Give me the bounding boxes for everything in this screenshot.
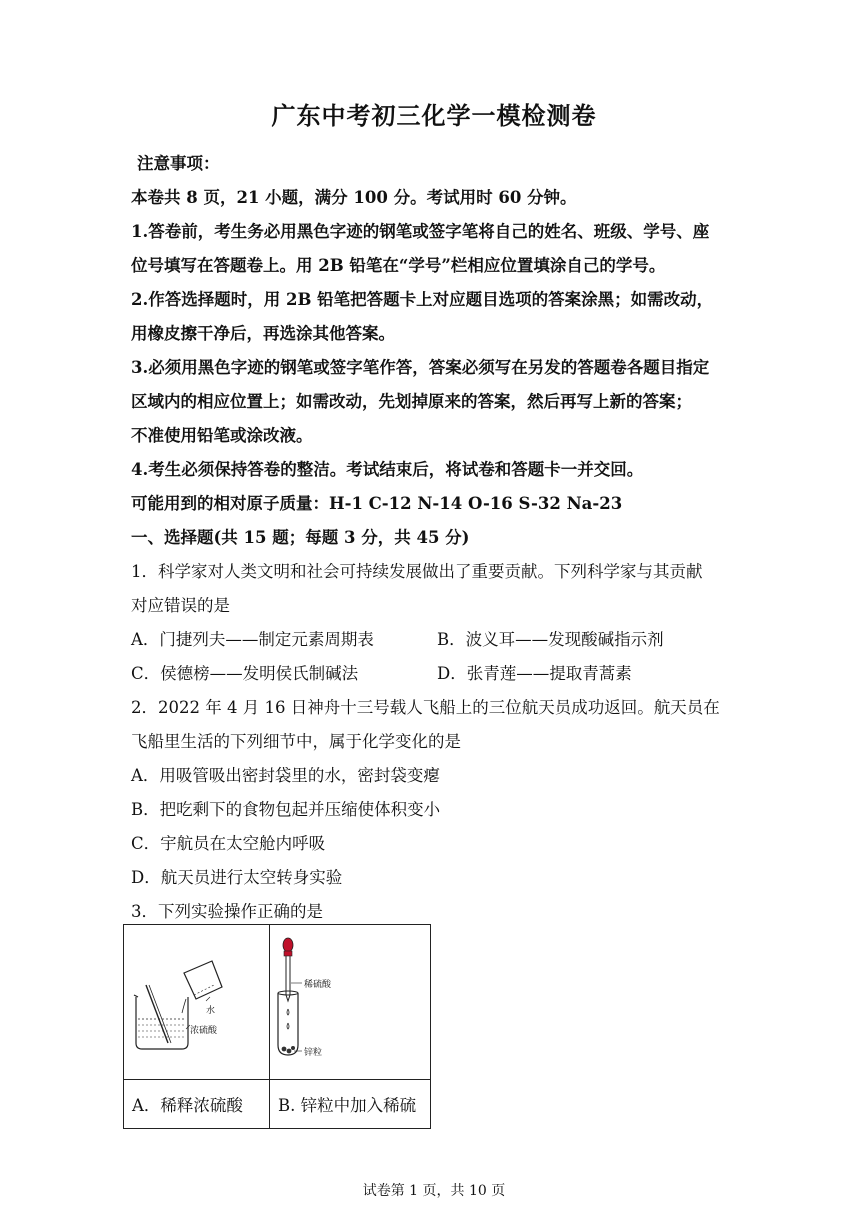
- q3-image-b: [270, 925, 431, 1080]
- q3-options-table: [123, 924, 431, 1129]
- label-water: 水: [206, 1006, 216, 1016]
- q2-stem-line-2: 飞船里生活的下列细节中，属于化学变化的是: [131, 732, 461, 751]
- q1-option-a: A．门捷列夫——制定元素周期表: [131, 630, 374, 649]
- q2-option-c: C．宇航员在太空舱内呼吸: [131, 834, 326, 853]
- q3-stem: 3．下列实验操作正确的是: [131, 902, 323, 921]
- q3-image-a: [124, 925, 270, 1080]
- notice-item-1-line-1: 1.答卷前，考生务必用黑色字迹的钢笔或签字笔将自己的姓名、班级、学号、座: [131, 222, 710, 241]
- q3-option-b: B. 锌粒中加入稀硫: [270, 1080, 431, 1129]
- label-dilute-sulfuric-acid: 稀硫酸: [304, 980, 332, 990]
- q1-stem-line-1: 1．科学家对人类文明和社会可持续发展做出了重要贡献。下列科学家与其贡献: [131, 562, 703, 581]
- q1-stem-line-2: 对应错误的是: [131, 596, 230, 615]
- label-zinc-granules: 锌粒: [304, 1048, 323, 1058]
- notice-item-2-line-2: 用橡皮擦干净后，再选涂其他答案。: [131, 324, 395, 343]
- q1-option-d: D．张青莲——提取青蒿素: [437, 664, 632, 683]
- notice-item-1-line-2: 位号填写在答题卷上。用 2B 铅笔在“学号”栏相应位置填涂自己的学号。: [131, 256, 666, 275]
- section-1-heading: 一、选择题(共 15 题；每题 3 分，共 45 分): [131, 528, 470, 547]
- label-conc-sulfuric-acid: 浓硫酸: [190, 1026, 218, 1036]
- q2-option-d: D．航天员进行太空转身实验: [131, 868, 343, 887]
- notice-item-3-line-1: 3.必须用黑色字迹的钢笔或签字笔作答，答案必须写在另发的答题卷各题目指定: [131, 358, 710, 377]
- dilution-diagram: [124, 925, 269, 1075]
- notice-heading: 注意事项：: [137, 154, 220, 173]
- notice-item-3-line-2: 区域内的相应位置上；如需改动，先划掉原来的答案，然后再写上新的答案；: [131, 392, 692, 411]
- q3-option-a: A．稀释浓硫酸: [124, 1080, 270, 1129]
- notice-item-2-line-1: 2.作答选择题时，用 2B 铅笔把答题卡上对应题目选项的答案涂黑；如需改动，: [131, 290, 714, 309]
- q2-option-b: B．把吃剩下的食物包起并压缩使体积变小: [131, 800, 441, 819]
- notice-item-4: 4.考生必须保持答卷的整洁。考试结束后，将试卷和答题卡一并交回。: [131, 460, 644, 479]
- notice-item-3-line-3: 不准使用铅笔或涂改液。: [131, 426, 313, 445]
- dropper-test-tube-diagram: [270, 925, 430, 1075]
- page-footer: 试卷第 1 页，共 10 页: [362, 1183, 506, 1199]
- exam-title: 广东中考初三化学一模检测卷: [271, 101, 597, 130]
- q2-stem-line-1: 2．2022 年 4 月 16 日神舟十三号载人飞船上的三位航天员成功返回。航天员在: [131, 698, 720, 717]
- q1-option-b: B．波义耳——发现酸碱指示剂: [437, 630, 664, 649]
- q2-option-a: A．用吸管吸出密封袋里的水，密封袋变瘪: [131, 766, 440, 785]
- notice-summary: 本卷共 8 页，21 小题，满分 100 分。考试用时 60 分钟。: [131, 188, 577, 207]
- atomic-masses: 可能用到的相对原子质量：H-1 C-12 N-14 O-16 S-32 Na-23: [131, 494, 623, 513]
- q1-option-c: C．侯德榜——发明侯氏制碱法: [131, 664, 359, 683]
